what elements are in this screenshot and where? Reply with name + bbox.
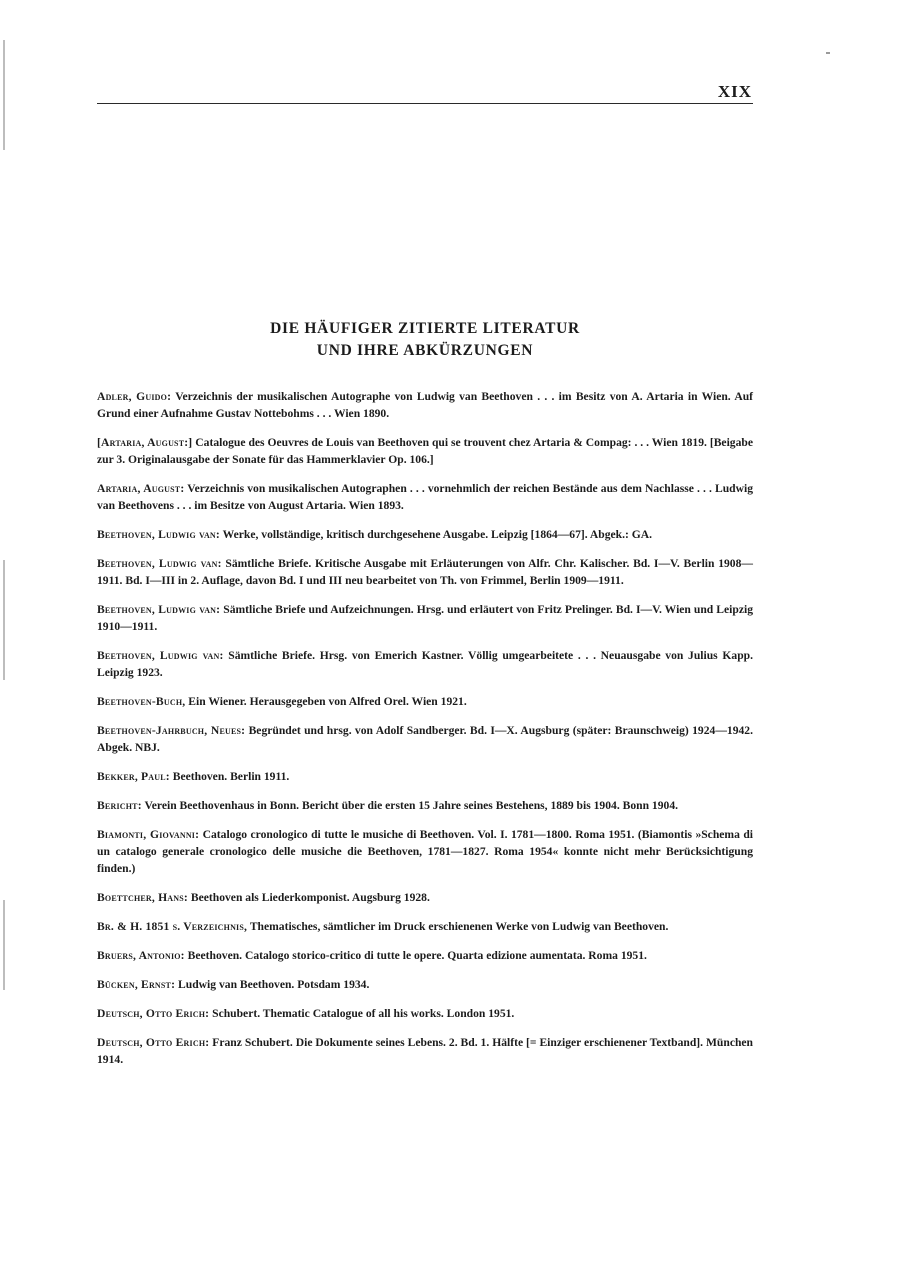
scan-edge-mark <box>3 40 5 150</box>
bibliography-entry <box>97 693 753 710</box>
entry-author: Beethoven-Buch, <box>97 695 186 708</box>
entry-text: Verzeichnis der musikalischen Autographe von Ludwig van Beethoven . . . im Besitz von A. Artaria in Wien. Auf Grund einer Aufnahme Gustav Nottebohms . . . Wien 1890. <box>97 390 753 420</box>
entry-text: Schubert. Thematic Catalogue of all his works. London 1951. <box>209 1007 515 1020</box>
entry-text: Catalogue des Oeuvres de Louis van Beethoven qui se trouvent chez Artaria & Compag: . . . Wien 1819. [Beigabe zur 3. Originalausgabe der Sonate für das Hammerklavier Op. 106.] <box>97 436 753 466</box>
entry-author: Beethoven, Ludwig van: <box>97 603 221 616</box>
scan-speck <box>826 52 830 54</box>
bibliography-entry <box>97 1034 753 1068</box>
entry-author: [Artaria, August:] <box>97 436 193 449</box>
entry-author: Bücken, Ernst: <box>97 978 176 991</box>
bibliography-entry <box>97 555 753 589</box>
bibliography-entry <box>97 722 753 756</box>
entry-author: Br. & H. 1851 s. Verzeichnis, <box>97 920 248 933</box>
entry-text: Thematisches, sämtlicher im Druck erschienenen Werke von Ludwig van Beethoven. <box>247 920 669 933</box>
entry-text: Beethoven. Catalogo storico-critico di tutte le opere. Quarta edizione aumentata. Roma 1951. <box>184 949 647 962</box>
entry-text: Verein Beethovenhaus in Bonn. Bericht über die ersten 15 Jahre seines Bestehens, 1889 bis 1904. Bonn 1904. <box>141 799 679 812</box>
section-title-line-1: DIE HÄUFIGER ZITIERTE LITERATUR <box>270 320 580 337</box>
bibliography-entry <box>97 947 753 964</box>
entry-text: Sämtliche Briefe. Hrsg. von Emerich Kastner. Völlig umgearbeitete . . . Neuausgabe von Julius Kapp. Leipzig 1923. <box>97 649 753 679</box>
entry-author: Deutsch, Otto Erich: <box>97 1036 210 1049</box>
entry-author: Bericht: <box>97 799 142 812</box>
entry-text: Sämtliche Briefe. Kritische Ausgabe mit Erläuterungen von Alfr. Chr. Kalischer. Bd. I—V. Berlin 1908—1911. Bd. I—III in 2. Auflage, davon Bd. I und III neu bearbeitet von Th. von Frimmel, Berlin 1909—1911. <box>97 557 753 587</box>
section-title-line-2: UND IHRE ABKÜRZUNGEN <box>316 342 534 359</box>
bibliography-entry <box>97 826 753 877</box>
entry-text: Werke, vollständige, kritisch durchgesehene Ausgabe. Leipzig [1864—67]. Abgek.: GA. <box>219 528 653 541</box>
bibliography-entry <box>97 797 753 814</box>
entry-author: Boettcher, Hans: <box>97 891 188 904</box>
section-title <box>97 318 753 362</box>
bibliography-entry <box>97 480 753 514</box>
entry-text: Ein Wiener. Herausgegeben von Alfred Orel. Wien 1921. <box>185 695 467 708</box>
entry-text: Catalogo cronologico di tutte le musiche di Beethoven. Vol. I. 1781—1800. Roma 1951. (Biamontis »Schema di un catalogo generale cronologico delle musiche die Beethoven, 1781—1827. Roma 1954« konnte nicht mehr Berücksichtigung finden.) <box>97 828 753 875</box>
entry-author: Beethoven, Ludwig van: <box>97 528 220 541</box>
scan-edge-mark <box>3 900 5 990</box>
entry-author: Biamonti, Giovanni: <box>97 828 200 841</box>
entry-text: Sämtliche Briefe und Aufzeichnungen. Hrsg. und erläutert von Fritz Prelinger. Bd. I—V. Wien und Leipzig 1910—1911. <box>97 603 753 633</box>
entry-text: Franz Schubert. Die Dokumente seines Lebens. 2. Bd. 1. Hälfte [= Einziger erschienener Textband]. München 1914. <box>97 1036 754 1066</box>
entry-author: Adler, Guido: <box>97 390 172 403</box>
bibliography-entry <box>97 976 753 993</box>
bibliography-entry <box>97 768 753 785</box>
bibliography-entry <box>97 918 753 935</box>
entry-text: Verzeichnis von musikalischen Autographen . . . vornehmlich der reichen Bestände aus dem Nachlasse . . . Ludwig van Beethovens . . . im Besitze von August Artaria. Wien 1893. <box>97 482 753 512</box>
entry-author: Beethoven-Jahrbuch, Neues: <box>97 724 246 737</box>
entry-author: Beethoven, Ludwig van: <box>97 557 222 570</box>
entry-text: Beethoven. Berlin 1911. <box>169 770 290 783</box>
bibliography-entry <box>97 601 753 635</box>
entry-author: Deutsch, Otto Erich: <box>97 1007 210 1020</box>
bibliography-entry <box>97 434 753 468</box>
bibliography-list <box>97 388 753 1080</box>
entry-author: Beethoven, Ludwig van: <box>97 649 224 662</box>
page-number: XIX <box>717 82 752 101</box>
entry-text: Beethoven als Liederkomponist. Augsburg 1928. <box>187 891 430 904</box>
scan-edge-mark <box>3 560 5 680</box>
header-rule <box>97 103 753 104</box>
bibliography-entry <box>97 889 753 906</box>
bibliography-entry <box>97 1005 753 1022</box>
entry-author: Bekker, Paul: <box>97 770 170 783</box>
bibliography-entry <box>97 647 753 681</box>
entry-author: Bruers, Antonio: <box>97 949 185 962</box>
entry-author: Artaria, August: <box>97 482 185 495</box>
entry-text: Begründet und hrsg. von Adolf Sandberger. Bd. I—X. Augsburg (später: Braunschweig) 1924—1942. Abgek. NBJ. <box>97 724 753 754</box>
bibliography-entry <box>97 526 753 543</box>
bibliography-entry <box>97 388 753 422</box>
entry-text: Ludwig van Beethoven. Potsdam 1934. <box>175 978 370 991</box>
